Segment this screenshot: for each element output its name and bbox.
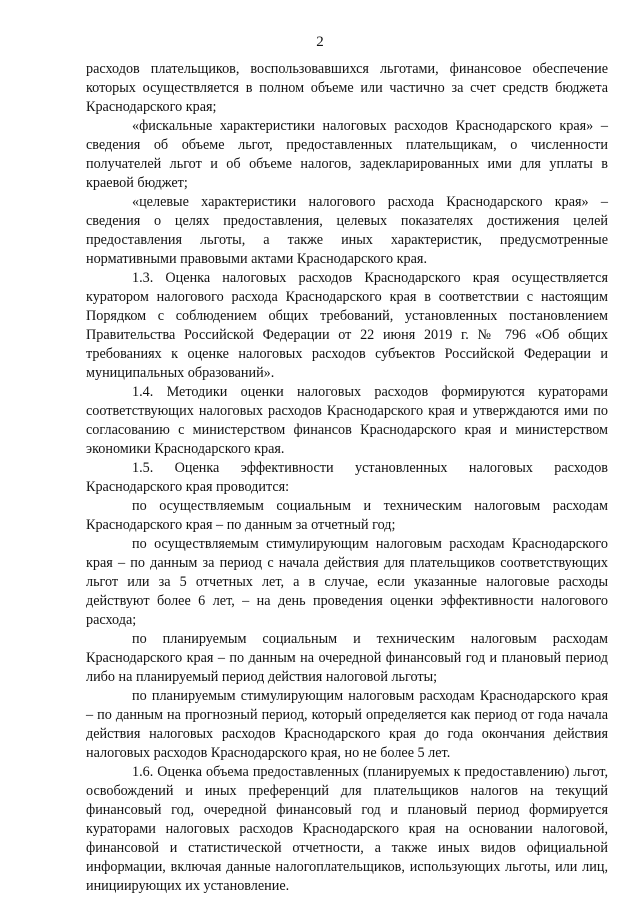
document-body	[86, 60, 608, 896]
paragraph-target-characteristics: «целевые характеристики налогового расхода Краснодарского края» – сведения о целях предоставления, целевых показателях достижения целей предоставления льготы, а также иных характеристик, предусмотренные нормативными правовыми актами Краснодарского края.	[86, 194, 608, 267]
paragraph-1-5-item-4: по планируемым стимулирующим налоговым расходам Краснодарского края – по данным на прогнозный период, который определяется как период от года начала действия налоговых расходов Краснодарского края до года окончания действия налоговых расходов Краснодарского края, но не более 5 лет.	[86, 688, 608, 761]
paragraph-fiscal-characteristics: «фискальные характеристики налоговых расходов Краснодарского края» – сведения об объеме льгот, предоставленных плательщикам, о численности получателей льгот и об объеме налогов, задекларированных ими для уплаты в краевой бюджет;	[86, 118, 608, 191]
paragraph-1-5-item-1: по осуществляемым социальным и техническим налоговым расходам Краснодарского края – по данным за отчетный год;	[86, 498, 608, 533]
paragraph-continuation: расходов плательщиков, воспользовавшихся льготами, финансовое обеспечение которых осуществляется в полном объеме или частично за счет средств бюджета Краснодарского края;	[86, 61, 608, 115]
paragraph-1-3: 1.3. Оценка налоговых расходов Краснодарского края осуществляется куратором налогового расхода Краснодарского края в соответствии с настоящим Порядком с соблюдением общих требований, установленных постановлением Правительства Российской Федерации от 22 июня 2019 г. № 796 «Об общих требованиях к оценке налоговых расходов субъектов Российской Федерации и муниципальных образований».	[86, 270, 608, 381]
paragraph-1-6: 1.6. Оценка объема предоставленных (планируемых к предоставлению) льгот, освобождений и иных преференций для плательщиков налогов на текущий финансовый год, очередной финансовый год и плановый период формируется кураторами налоговых расходов Краснодарского края на основании налоговой, финансовой и статистической отчетности, а также иных видов официальной информации, включая данные налогоплательщиков, использующих льготы, или лиц, инициирующих их установление.	[86, 764, 608, 894]
paragraph-1-4: 1.4. Методики оценки налоговых расходов формируются кураторами соответствующих налоговых расходов Краснодарского края и утверждаются ими по согласованию с министерством финансов Краснодарского края и министерством экономики Краснодарского края.	[86, 384, 608, 457]
page-number: 2	[316, 34, 324, 50]
paragraph-1-5-item-2: по осуществляемым стимулирующим налоговым расходам Краснодарского края – по данным за период с начала действия для плательщиков соответствующих льгот или за 5 отчетных лет, а в случае, если указанные налоговые расходы действуют более 6 лет, – на день проведения оценки эффективности налогового расхода;	[86, 536, 608, 628]
paragraph-1-5: 1.5. Оценка эффективности установленных налоговых расходов Краснодарского края проводится:	[86, 460, 608, 495]
paragraph-1-5-item-3: по планируемым социальным и техническим налоговым расходам Краснодарского края – по данным на очередной финансовый год и плановый период либо на планируемый период действия налоговой льготы;	[86, 631, 608, 685]
